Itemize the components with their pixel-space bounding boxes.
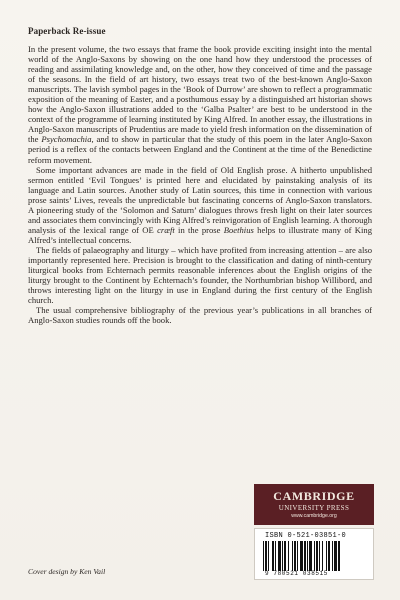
barcode-bar — [309, 541, 312, 571]
italic-title: cræft — [157, 224, 175, 235]
isbn-label: ISBN 0-521-03851-0 — [265, 532, 347, 540]
barcode-bar — [278, 541, 281, 571]
barcode-bar — [284, 541, 286, 571]
barcode-bar — [275, 541, 276, 571]
barcode-bar — [322, 541, 323, 571]
text-run: The fields of palaeography and liturgy – which have profited from increasing attention – are also importantly represented here. Precision is brought to the classification and dating of ninth-century liturgical books from Echternach permits reasonable inferences about the English origins of the liturgy brought to the Continent by Echternach’s founder, the Northumbrian bishop Willibord, and throws interesting light on the liturgy in use in England during the first century of the English church. — [28, 244, 372, 306]
barcode-bar — [272, 541, 274, 571]
publisher-name: CAMBRIDGE — [273, 488, 355, 503]
barcode-bar — [316, 541, 318, 571]
barcode-bar — [282, 541, 283, 571]
barcode-bar — [338, 541, 340, 571]
barcode-bar — [304, 541, 306, 571]
barcode-bar — [328, 541, 330, 571]
barcode-bar — [319, 541, 320, 571]
blurb-paragraph — [28, 305, 372, 325]
text-run: in the prose — [174, 224, 224, 235]
barcode-bar — [334, 541, 337, 571]
text-run: In the present volume, the two essays that frame the book provide exciting insight into the mental world of the Anglo-Saxons by showing on the one hand how they understood the processes of reading and assimilating knowledge and, on the other, how they conceived of time and the passage of the seasons. In the field of art history, two essays treat two of the best-known Anglo-Saxon manuscripts. The lavish symbol pages in the ‘Book of Durrow’ are shown to reflect a programmatic exposition of the meaning of Easter, and a posthumous essay by a distinguished art historian shows how the Anglo-Saxon illustrations added to the ‘Galba Psalter’ are best to be understood in the context of the programme of learning instituted by King Alfred. In another essay, the illustrations in Anglo-Saxon manuscripts of Prudentius are made to yield fresh information on the dissemination of the — [28, 44, 372, 145]
publisher-subtitle: UNIVERSITY PRESS — [278, 503, 350, 512]
barcode-bar — [265, 541, 267, 571]
blurb-paragraph — [28, 44, 372, 165]
publisher-url: www.cambridge.org — [291, 512, 337, 519]
blurb-paragraph — [28, 165, 372, 245]
barcode-bar — [300, 541, 303, 571]
barcode-bar — [297, 541, 298, 571]
text-run: Some important advances are made in the field of Old English prose. A hitherto unpublished sermon entitled ‘Evil Tongues’ is printed here and elucidated by painstaking analysis of its language and Latin sources. Another study of Latin sources, this time in connection with various prose saints’ Lives, reveals the unpredictable but fascinating concerns of Anglo-Saxon translators. A pioneering study of the ‘Solomon and Saturn’ dialogues throws fresh light on their later sources and associates them convincingly with King Alfred’s reinvigoration of English learning. A thorough analysis of the lexical range of OE — [28, 164, 372, 235]
barcode-digits: 9 780521 038515 — [265, 570, 329, 577]
barcode-bar — [263, 541, 264, 571]
publisher-logo — [254, 484, 374, 525]
barcode-bar — [307, 541, 308, 571]
text-run: helps to illustrate many of King Alfred’s intellectual concerns. — [28, 224, 372, 245]
barcode-bar — [314, 541, 315, 571]
barcode-bar — [268, 541, 269, 571]
italic-title: Psychomachia — [41, 134, 92, 145]
cover-design-credit: Cover design by Ken Vail — [28, 567, 106, 576]
barcode-bar — [294, 541, 296, 571]
barcode — [263, 541, 367, 571]
barcode-bar — [326, 541, 327, 571]
barcode-bar — [292, 541, 293, 571]
blurb-text — [28, 44, 372, 325]
blurb-paragraph — [28, 245, 372, 305]
isbn-barcode-box — [254, 528, 374, 580]
italic-title: Boethius — [223, 224, 254, 235]
text-run: The usual comprehensive bibliography of the previous year’s publications in all branches of Anglo-Saxon studies rounds off the book. — [28, 305, 372, 326]
text-run: , and to show in particular that the study of this poem in the later Anglo-Saxon period is a reflex of the contacts between England and the Continent at the time of the Benedictine reform movement. — [28, 134, 372, 165]
reissue-heading: Paperback Re-issue — [28, 26, 106, 36]
barcode-bar — [288, 541, 289, 571]
barcode-bar — [332, 541, 333, 571]
